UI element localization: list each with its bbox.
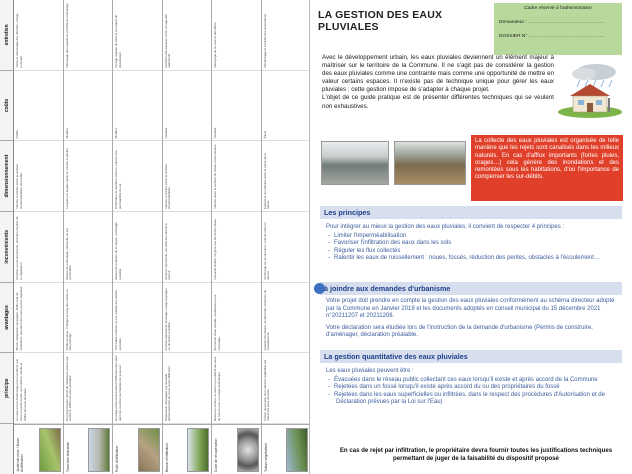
- table-row: [262, 0, 311, 474]
- table-row: [113, 0, 163, 474]
- table-cell: Très faible emprise au sol, adapté aux petites parcelles.: [113, 283, 162, 354]
- table-cell: Risque de colmatage, nécessite un sol perméable.: [64, 212, 113, 283]
- table-header: [0, 0, 14, 474]
- table-cell: Isolation thermique, biodiversité, réduction du ruissellement.: [262, 283, 311, 354]
- technique-photo: [88, 428, 110, 472]
- admin-box: [494, 3, 622, 55]
- technique-photo: [286, 428, 308, 472]
- table-cell: Profondeur et diamètre selon le volume et la perméabilité du sol.: [113, 141, 162, 212]
- table-cell: Risque de pollution de la nappe, colmatage possible.: [113, 212, 162, 283]
- table-cell: Curage régulier du fond et du regard de décantation.: [113, 0, 162, 71]
- quantitative-intro: Les eaux pluviales peuvent être :: [326, 368, 414, 374]
- page-title: LA GESTION DES EAUX PLUVIALES: [318, 9, 443, 33]
- section-urbanisme-title: à joindre aux demandes d'urbanisme: [324, 284, 451, 293]
- technique-name: Cuve de récupération: [214, 438, 218, 472]
- table-row: [14, 0, 64, 474]
- techniques-table: [0, 0, 310, 474]
- table-cell: La noue est un fossé large et peu profond, aux rives en pente douce, qui collecte, stocke et infiltre les eaux pluviales.: [14, 353, 63, 424]
- header-dimensionnement: dimensionnement: [0, 141, 13, 212]
- technique-name: Puits d'infiltration: [115, 445, 119, 472]
- table-cell: Volume selon la surface de toiture et les besoins.: [212, 141, 261, 212]
- header-entretien: entretien: [0, 0, 13, 71]
- section-principes-header: [320, 206, 622, 219]
- table-cell: Volume à stocker selon la surface imperméabilisée.: [163, 141, 212, 212]
- technique-photo: [237, 428, 259, 472]
- quantitative-list: [326, 377, 622, 407]
- principes-list: [326, 233, 622, 263]
- list-item: - Réguler les flux collectés: [336, 248, 622, 256]
- table-cell: Ouvrage profond permettant l'infiltration des eaux dans les couches perméables du sous-sol.: [113, 353, 162, 424]
- table-cell: Emprise au sol importante, entretien régulier de la végétation.: [14, 212, 63, 283]
- table-cell: Emprise importante, sécurité des abords à prévoir.: [163, 212, 212, 283]
- table-cell: Variable: [212, 71, 261, 142]
- section-urbanisme-header: [320, 282, 622, 295]
- technique-name: Tranchée drainante: [65, 441, 70, 472]
- technique-name: Toiture végétalisée: [263, 442, 268, 472]
- urbanisme-paragraph-1: Votre projet doit prendre en compte la gestion des eaux pluviales conformément au schéma directeur adopté par la Commune en Janvier 2019 et les documents adoptés en conseil municipal du 15 décembre 2021 n°20211207 et 20211208.: [326, 298, 615, 320]
- table-cell: Économie d'eau potable, réutilisation pour l'arrosage.: [212, 283, 261, 354]
- list-item: - Rejetées dans un fossé lorsqu'il existe après accord du ou des propriétaires du fossé: [336, 384, 622, 392]
- table-cell: Faible emprise, s'intègre le long des voiries et des parkings.: [64, 283, 113, 354]
- table-cell: Réservoir enterré ou aérien qui collecte les eaux de toiture pour un usage domestique.: [212, 353, 261, 424]
- table-cell: Tonte et ramassage des déchets, curage ponctuel.: [14, 0, 63, 71]
- demandeur-field[interactable]: Demandeur : …………………………………………: [499, 20, 605, 25]
- table-cell: Surcharge sur la structure, coût de mise en œuvre.: [262, 212, 311, 283]
- flooded-street-photo: [321, 141, 389, 185]
- section-quantitative-body: [326, 368, 622, 407]
- house-rain-illustration: [556, 62, 624, 118]
- table-cell: Épaisseur du substrat selon la pente de la toiture.: [262, 141, 311, 212]
- list-item: - Évacuées dans le réseau public collectant ces eaux lorsqu'il existe et après accord de la Commune: [336, 377, 622, 385]
- section-principes-body: [326, 224, 622, 263]
- section-urbanisme-body: [326, 298, 622, 340]
- technique-name: Jardin de pluie / Noue d'infiltration: [16, 437, 24, 472]
- header-avantages: avantages: [0, 283, 13, 354]
- table-cell: Entretien des espaces verts, curage des sédiments.: [163, 0, 212, 71]
- table-cell: Modéré: [64, 71, 113, 142]
- section-quantitative-header: [320, 350, 622, 363]
- table-cell: Nettoyage de la cuve et des filtres.: [212, 0, 261, 71]
- flooded-area-photo: [394, 141, 466, 185]
- list-item: - Rejetées dans les eaux superficielles ou infiltrées, dans le respect des procédures d'Autorisation et de Déclaration prévues par la Loi sur l'Eau): [336, 392, 622, 407]
- admin-box-title: Cadre réservé à l'administration: [524, 6, 592, 11]
- technique-name: Bassin d'infiltration: [164, 442, 169, 472]
- header-couts: coûts: [0, 71, 13, 142]
- technique-photo: [39, 428, 61, 472]
- table-row: [212, 0, 262, 474]
- table-cell: Bonne intégration paysagère, faible coût de réalisation, épuration des eaux par les végétaux.: [14, 283, 63, 354]
- table-cell: Nettoyage des regards et contrôle du colmatage.: [64, 0, 113, 71]
- header-inconvenients: inconvénients: [0, 212, 13, 283]
- table-cell: Modéré: [113, 71, 162, 142]
- table-cell: Dépression aménagée qui recueille temporairement les eaux avant infiltration.: [163, 353, 212, 424]
- urbanisme-paragraph-2: Votre déclaration sera étudiée lors de l'instruction de la demande d'urbanisme (Permis de construire, d'aménager, déclaration préalable.: [326, 324, 593, 339]
- principes-intro: Pour intégrer au mieux la gestion des eaux pluviales, il convient de respecter 4 principes :: [326, 224, 565, 230]
- technique-photo: [138, 428, 160, 472]
- techniques-table-panel: [0, 0, 310, 474]
- table-cell: Capacité limitée, ne gère pas les fortes pluies.: [212, 212, 261, 283]
- table-cell: Désherbage et contrôle des évacuations.: [262, 0, 311, 71]
- list-item: - Limiter l'imperméabilisation: [336, 233, 622, 241]
- table-cell: Toiture recouverte d'un substrat végétalisé qui retient les eaux de pluie.: [262, 353, 311, 424]
- table-row: [64, 0, 114, 474]
- technique-photo: [187, 428, 209, 472]
- table-cell: Élevé: [262, 71, 311, 142]
- intro-text: Avec le développement urbain, les eaux pluviales deviennent un élément majeur à maîtriser sur le territoire de la Commune. Il ne s'agit pas de considérer la gestion des eaux pluviales comme une contrainte mais comme une opportunité de mettre en valeur certains espaces. Il n'existe pas de technique unique pour gérer les eaux pluviales : cette gestion impose de s'adapter à chaque projet. L'objet de ce guide pratique est de présenter différentes techniques qui se veulent non exhaustives.: [322, 54, 554, 110]
- header-principe: principe: [0, 353, 13, 424]
- section-principes-title: Les principes: [324, 208, 371, 217]
- table-cell: Variable: [163, 71, 212, 142]
- section-quantitative-title: La gestion quantitative des eaux pluviales: [324, 352, 468, 361]
- footer-note: En cas de rejet par infiltration, le propriétaire devra fournir toutes les justifications techniques permettant de juger de la faisabilité du dispositif proposé: [339, 447, 613, 462]
- list-item: - Ralentir les eaux de ruissellement : noues, fossés, réduction des pentes, obstacles à l'écoulement…: [336, 255, 622, 263]
- table-row: [163, 0, 213, 474]
- collection-warning-box: La collecte des eaux pluviales est organisée de telle manière que les rejets sont canalisés dans les milieux naturels. En cas d'afflux importants (fortes pluies, orages…) cela génère des inondations et des remontées sous les habitations, d'où l'importance de compenser les sur-débits.: [471, 135, 623, 201]
- table-cell: Ouvrage linéaire rempli de matériaux poreux qui stocke et infiltre les eaux pluviales.: [64, 353, 113, 424]
- table-cell: Grande capacité de stockage, usage paysager ou de loisirs possible.: [163, 283, 212, 354]
- dossier-field[interactable]: DOSSIER N°…………………………………………: [499, 34, 605, 39]
- table-cell: Faible: [14, 71, 63, 142]
- table-cell: Volume à stocker selon la surface imperméabilisée raccordée.: [14, 141, 63, 212]
- table-cell: Longueur et largeur selon le volume à stocker.: [64, 141, 113, 212]
- document-page: [316, 0, 632, 474]
- list-item: - Favoriser l'infiltration des eaux dans les sols: [336, 240, 622, 248]
